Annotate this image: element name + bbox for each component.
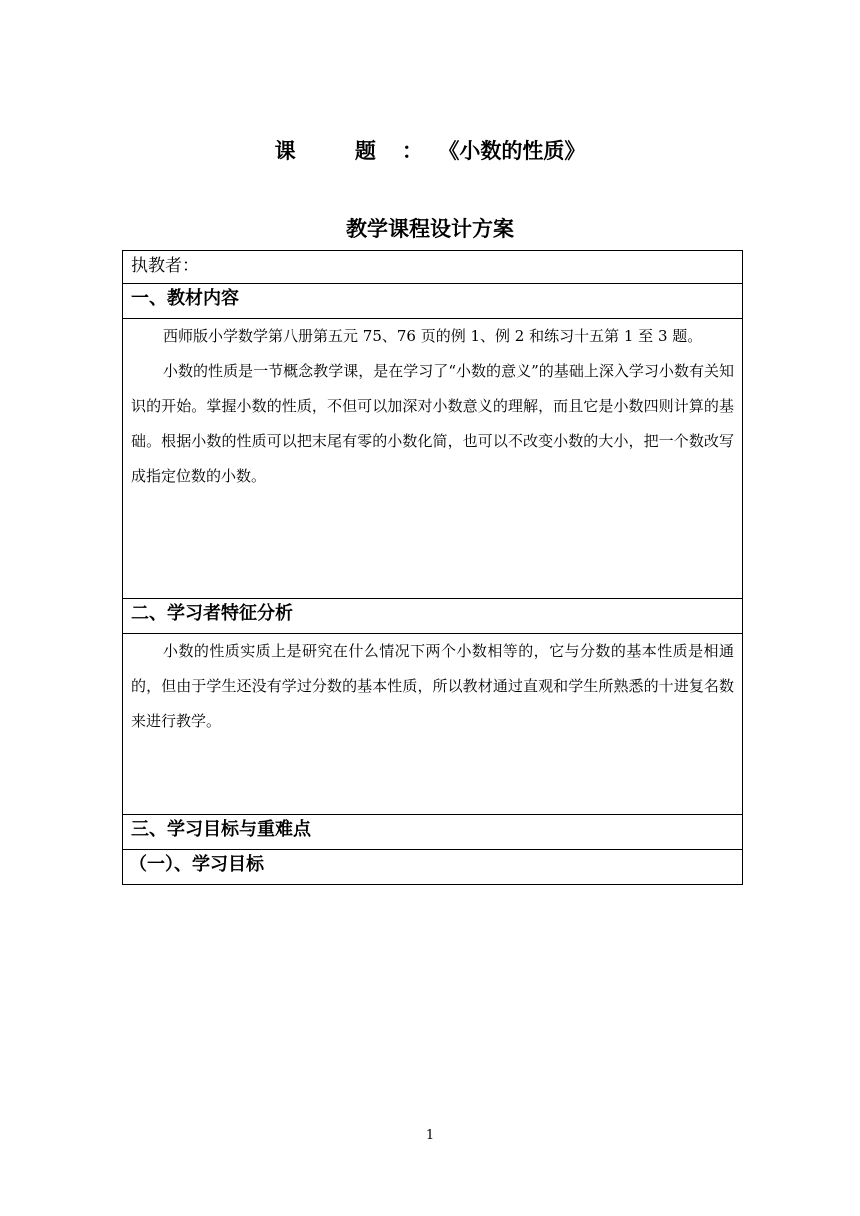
lesson-plan-table (122, 250, 743, 885)
section-heading-learner: 二、学习者特征分析 (123, 599, 743, 634)
section-body-row (123, 634, 743, 815)
lesson-title-name: 《小数的性质》 (448, 139, 586, 163)
section-heading-goals: 三、学习目标与重难点 (123, 815, 743, 850)
paragraph: 小数的性质是一节概念教学课，是在学习了“小数的意义”的基础上深入学习小数有关知识的开始。掌握小数的性质，不但可以加深对小数意义的理解，而且它是小数四则计算的基础。根据小数的性质可以把末尾有零的小数化简，也可以不改变小数的大小，把一个数改写成指定位数的小数。 (131, 362, 734, 485)
section-heading-textbook: 一、教材内容 (123, 284, 743, 319)
section-heading-row (123, 815, 743, 850)
lesson-title (0, 135, 860, 165)
section-heading-row (123, 850, 743, 885)
section-body-learner (123, 634, 743, 815)
paragraph: 西师版小学数学第八册第五元 75、76 页的例 1、例 2 和练习十五第 1 至 3 题。 (163, 327, 703, 345)
subsection-heading-goals: （一）、学习目标 (123, 850, 743, 885)
section-body-textbook (123, 319, 743, 599)
section-heading-row (123, 284, 743, 319)
lesson-title-label: 课 题： (274, 139, 449, 163)
section-body-row (123, 319, 743, 599)
section-heading-row (123, 599, 743, 634)
paragraph: 小数的性质实质上是研究在什么情况下两个小数相等的，它与分数的基本性质是相通的，但由于学生还没有学过分数的基本性质，所以教材通过直观和学生所熟悉的十进复名数来进行教学。 (131, 642, 734, 730)
author-label: 执教者： (123, 251, 743, 284)
page-number: 1 (425, 1128, 435, 1143)
document-subtitle: 教学课程设计方案 (346, 217, 514, 241)
author-row (123, 251, 743, 284)
